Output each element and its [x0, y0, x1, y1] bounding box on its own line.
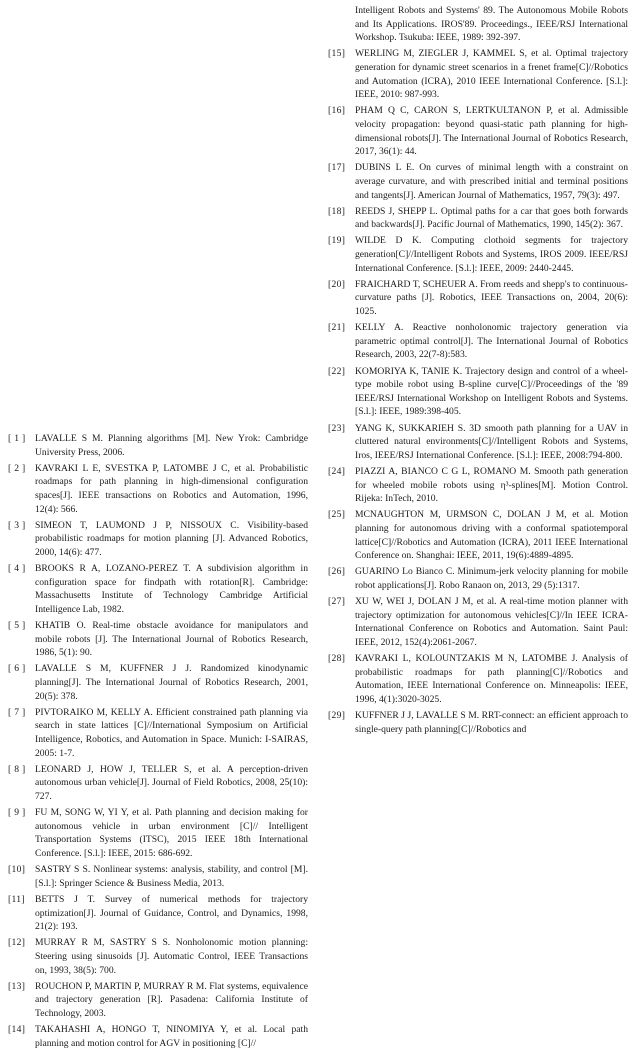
reference-12 [8, 936, 308, 977]
reference-number: [29] [328, 710, 346, 721]
reference-20 [328, 278, 628, 319]
reference-26 [328, 565, 628, 592]
reference-text: REEDS J, SHEPP L. Optimal paths for a car that goes both forwards and backwards[J]. Pacific Journal of Mathematics, 1990, 145(2): 367. [355, 205, 628, 231]
reference-text: SIMEON T, LAUMOND J P, NISSOUX C. Visibility-based probabilistic roadmaps for motion planning [J]. Advanced Robotics, 2000, 14(6): 477. [35, 519, 308, 558]
reference-number: [12] [8, 937, 26, 949]
reference-text: ROUCHON P, MARTIN P, MURRAY R M. Flat systems, equivalence and trajectory generation [R]. Pasadena: California Institute of Technology, 2003. [35, 980, 308, 1019]
reference-14 [8, 1023, 308, 1050]
reference-text: KAVRAKI L, KOLOUNTZAKIS M N, LATOMBE J. Analysis of probabilistic roadmaps for path planning[C]//Robotics and Automation, IEEE International Conference on. Minneapolis: IEEE, 1996, 4(1):3020-3025. [355, 653, 628, 705]
reference-9 [8, 806, 308, 860]
reference-number: [11] [8, 893, 25, 905]
reference-number: [26] [328, 566, 346, 578]
reference-number: [ 1 ] [8, 433, 26, 444]
reference-number: [ 9 ] [8, 807, 26, 819]
reference-1 [8, 432, 308, 459]
reference-text: LAVALLE S M. Planning algorithms [M]. New Yrok: Cambridge University Press, 2006. [35, 433, 308, 458]
reference-11 [8, 893, 308, 934]
reference-text: TAKAHASHI A, HONGO T, NINOMIYA Y, et al. Local path planning and motion control for AGV in positioning [C]// [35, 1024, 308, 1049]
reference-number: [14] [8, 1024, 26, 1036]
reference-29 [328, 709, 628, 736]
reference-number: [13] [8, 980, 26, 992]
reference-number: [28] [328, 653, 346, 665]
reference-number: [ 6 ] [8, 663, 26, 675]
reference-number: [ 5 ] [8, 620, 26, 632]
reference-text: MURRAY R M, SASTRY S S. Nonholonomic motion planning: Steering using sinusoids [J]. Automatic Control, IEEE Transactions on, 1993, 38(5): 700. [35, 937, 308, 976]
reference-text: LAVALLE S M, KUFFNER J J. Randomized kinodynamic planning[J]. The International Journal of Robotics Research, 2001, 20(5): 378. [35, 663, 308, 702]
reference-15 [328, 47, 628, 101]
reference-text: FRAICHARD T, SCHEUER A. From reeds and shepp's to continuous-curvature paths [J]. Robotics, IEEE Transactions on, 2004, 20(6): 1025. [355, 278, 628, 318]
reference-16 [328, 104, 628, 158]
reference-text: GUARINO Lo Bianco C. Minimum-jerk velocity planning for mobile robot applications[J]. Robo Ranaon on, 2013, 29 (5):1317. [355, 566, 628, 591]
reference-22 [328, 365, 628, 419]
reference-text: BROOKS R A, LOZANO-PEREZ T. A subdivision algorithm in configuration space for findpath with rotation[R]. Cambridge: Massachusetts Institute of Technology Cambridge Artificial Intelligence Lab, 1982. [35, 563, 308, 615]
reference-19 [328, 234, 628, 275]
references-right-column [328, 4, 628, 739]
reference-18 [328, 205, 628, 232]
reference-text: KOMORIYA K, TANIE K. Trajectory design and control of a wheel-type mobile robot using B-spline curve[C]//Proceedings of the '89 IEEE/RSJ International Workshop on Intelligent Robots and Systems. [S.l.]: IEEE, 1989:398-405. [355, 365, 628, 418]
reference-number: [22] [328, 365, 346, 377]
reference-number: [19] [328, 235, 346, 247]
references-left-column [8, 432, 308, 1053]
reference-text: WERLING M, ZIEGLER J, KAMMEL S, et al. Optimal trajectory generation for dynamic street scenarios in a frenet frame[C]//Robotics and Automation (ICRA), 2010 IEEE International Conference. [S.l.]: IEEE, 2010: 987-993. [355, 48, 628, 101]
reference-text: PHAM Q C, CARON S, LERTKULTANON P, et al. Admissible velocity propagation: beyond quasi-static path planning for high-dimensional robots[J]. The International Journal of Robotics Research, 2017, 36(1): 44. [355, 105, 628, 158]
reference-8 [8, 763, 308, 804]
reference-text: WILDE D K. Computing clothoid segments for trajectory generation[C]//Intelligent Robots and Systems, IROS 2009. IEEE/RSJ International Conference. [S.l.]: IEEE, 2009: 2440-2445. [355, 235, 628, 274]
reference-text: PIVTORAIKO M, KELLY A. Efficient constrained path planning via search in state lattices [C]//International Symposium on Artificial Intelligence, Robotics, and Automation in Space. Munich: I-SAIRAS, 2005: 1-7. [35, 706, 308, 759]
reference-number: [18] [328, 205, 346, 217]
reference-17 [328, 161, 628, 202]
reference-text: SASTRY S S. Nonlinear systems: analysis, stability, and control [M]. [S.l.]: Springer Science & Business Media, 2013. [35, 864, 308, 889]
reference-text: KAVRAKI L E, SVESTKA P, LATOMBE J C, et al. Probabilistic roadmaps for path planning in high-dimensional configuration spaces[J]. IEEE transactions on Robotics and Automation, 1996, 12(4): 566. [35, 462, 308, 515]
reference-number: [21] [328, 322, 346, 334]
reference-number: [ 2 ] [8, 462, 26, 474]
reference-number: [15] [328, 48, 346, 60]
reference-text: YANG K, SUKKARIEH S. 3D smooth path planning for a UAV in cluttered natural environments[C]//Intelligent Robots and Systems, Iros, IEEE/RSJ International Conference. [S.l.]: IEEE, 2008:794-800. [355, 422, 628, 461]
reference-23 [328, 422, 628, 463]
reference-21 [328, 321, 628, 362]
reference-13 [8, 980, 308, 1021]
reference-text: KELLY A. Reactive nonholonomic trajectory generation via parametric optimal control[J]. The International Journal of Robotics Research, 2003, 22(7-8):583. [355, 322, 628, 361]
reference-28 [328, 652, 628, 706]
reference-number: [20] [328, 278, 346, 290]
reference-text: BETTS J T. Survey of numerical methods for trajectory optimization[J]. Journal of Guidance, Control, and Dynamics, 1998, 21(2): 193. [35, 893, 308, 933]
reference-25 [328, 508, 628, 562]
reference-number: [ 8 ] [8, 763, 26, 775]
reference-number: [23] [328, 422, 346, 434]
reference-text: DUBINS L E. On curves of minimal length with a constraint on average curvature, and with prescribed initial and terminal positions and tangents[J]. American Journal of Mathematics, 1957, 79(3): 497. [355, 162, 628, 201]
reference-text: MCNAUGHTON M, URMSON C, DOLAN J M, et al. Motion planning for autonomous driving with a conformal spatiotemporal lattice[C]//Robotics and Automation (ICRA), 2011 IEEE International Conference on. Shanghai: IEEE, 2011, 19(6):4889-4895. [355, 509, 628, 562]
reference-text: LEONARD J, HOW J, TELLER S, et al. A perception-driven autonomous urban vehicle[J]. Journal of Field Robotics, 2008, 25(10): 727. [35, 763, 308, 802]
reference-27 [328, 595, 628, 649]
reference-text: KUFFNER J J, LAVALLE S M. RRT-connect: an efficient approach to single-query path planning[C]//Robotics and [355, 710, 628, 735]
reference-number: [ 4 ] [8, 563, 26, 575]
reference-number: [24] [328, 465, 346, 477]
reference-text: FU M, SONG W, YI Y, et al. Path planning and decision making for autonomous vehicle in urban environment [C]// Intelligent Transportation Systems (ITSC), 2015 IEEE 18th International Conference. [S.l.]: IEEE, 2015: 686-692. [35, 807, 308, 859]
reference-text: XU W, WEI J, DOLAN J M, et al. A real-time motion planner with trajectory optimization for autonomous vehicles[C]//In IEEE ICRA-International Conference on Robotics and Automation. Saint Paul: IEEE, 2012, 152(4):2061-2067. [355, 596, 628, 648]
reference-number: [ 7 ] [8, 706, 26, 718]
reference-14-continuation: Intelligent Robots and Systems' 89. The Autonomous Mobile Robots and Its Applications. IROS'89. Proceedings., IEEE/RSJ International Workshop. Tsukuba: IEEE, 1989: 392-397. [355, 5, 628, 44]
reference-24 [328, 465, 628, 506]
reference-number: [27] [328, 596, 346, 608]
reference-number: [17] [328, 162, 346, 174]
reference-5 [8, 619, 308, 660]
reference-3 [8, 519, 308, 560]
reference-7 [8, 706, 308, 760]
reference-number: [10] [8, 864, 26, 876]
reference-4 [8, 562, 308, 616]
reference-text: PIAZZI A, BIANCO C G L, ROMANO M. Smooth path generation for wheeled mobile robots using η³-splines[M]. Motion Control. Rijeka: InTech, 2010. [355, 465, 628, 505]
reference-6 [8, 662, 308, 703]
reference-number: [ 3 ] [8, 519, 26, 531]
reference-text: KHATIB O. Real-time obstacle avoidance for manipulators and mobile robots [J]. The International Journal of Robotics Research, 1986, 5(1): 90. [35, 620, 308, 659]
reference-2 [8, 462, 308, 516]
reference-number: [25] [328, 509, 346, 521]
reference-10 [8, 863, 308, 890]
reference-number: [16] [328, 105, 346, 117]
